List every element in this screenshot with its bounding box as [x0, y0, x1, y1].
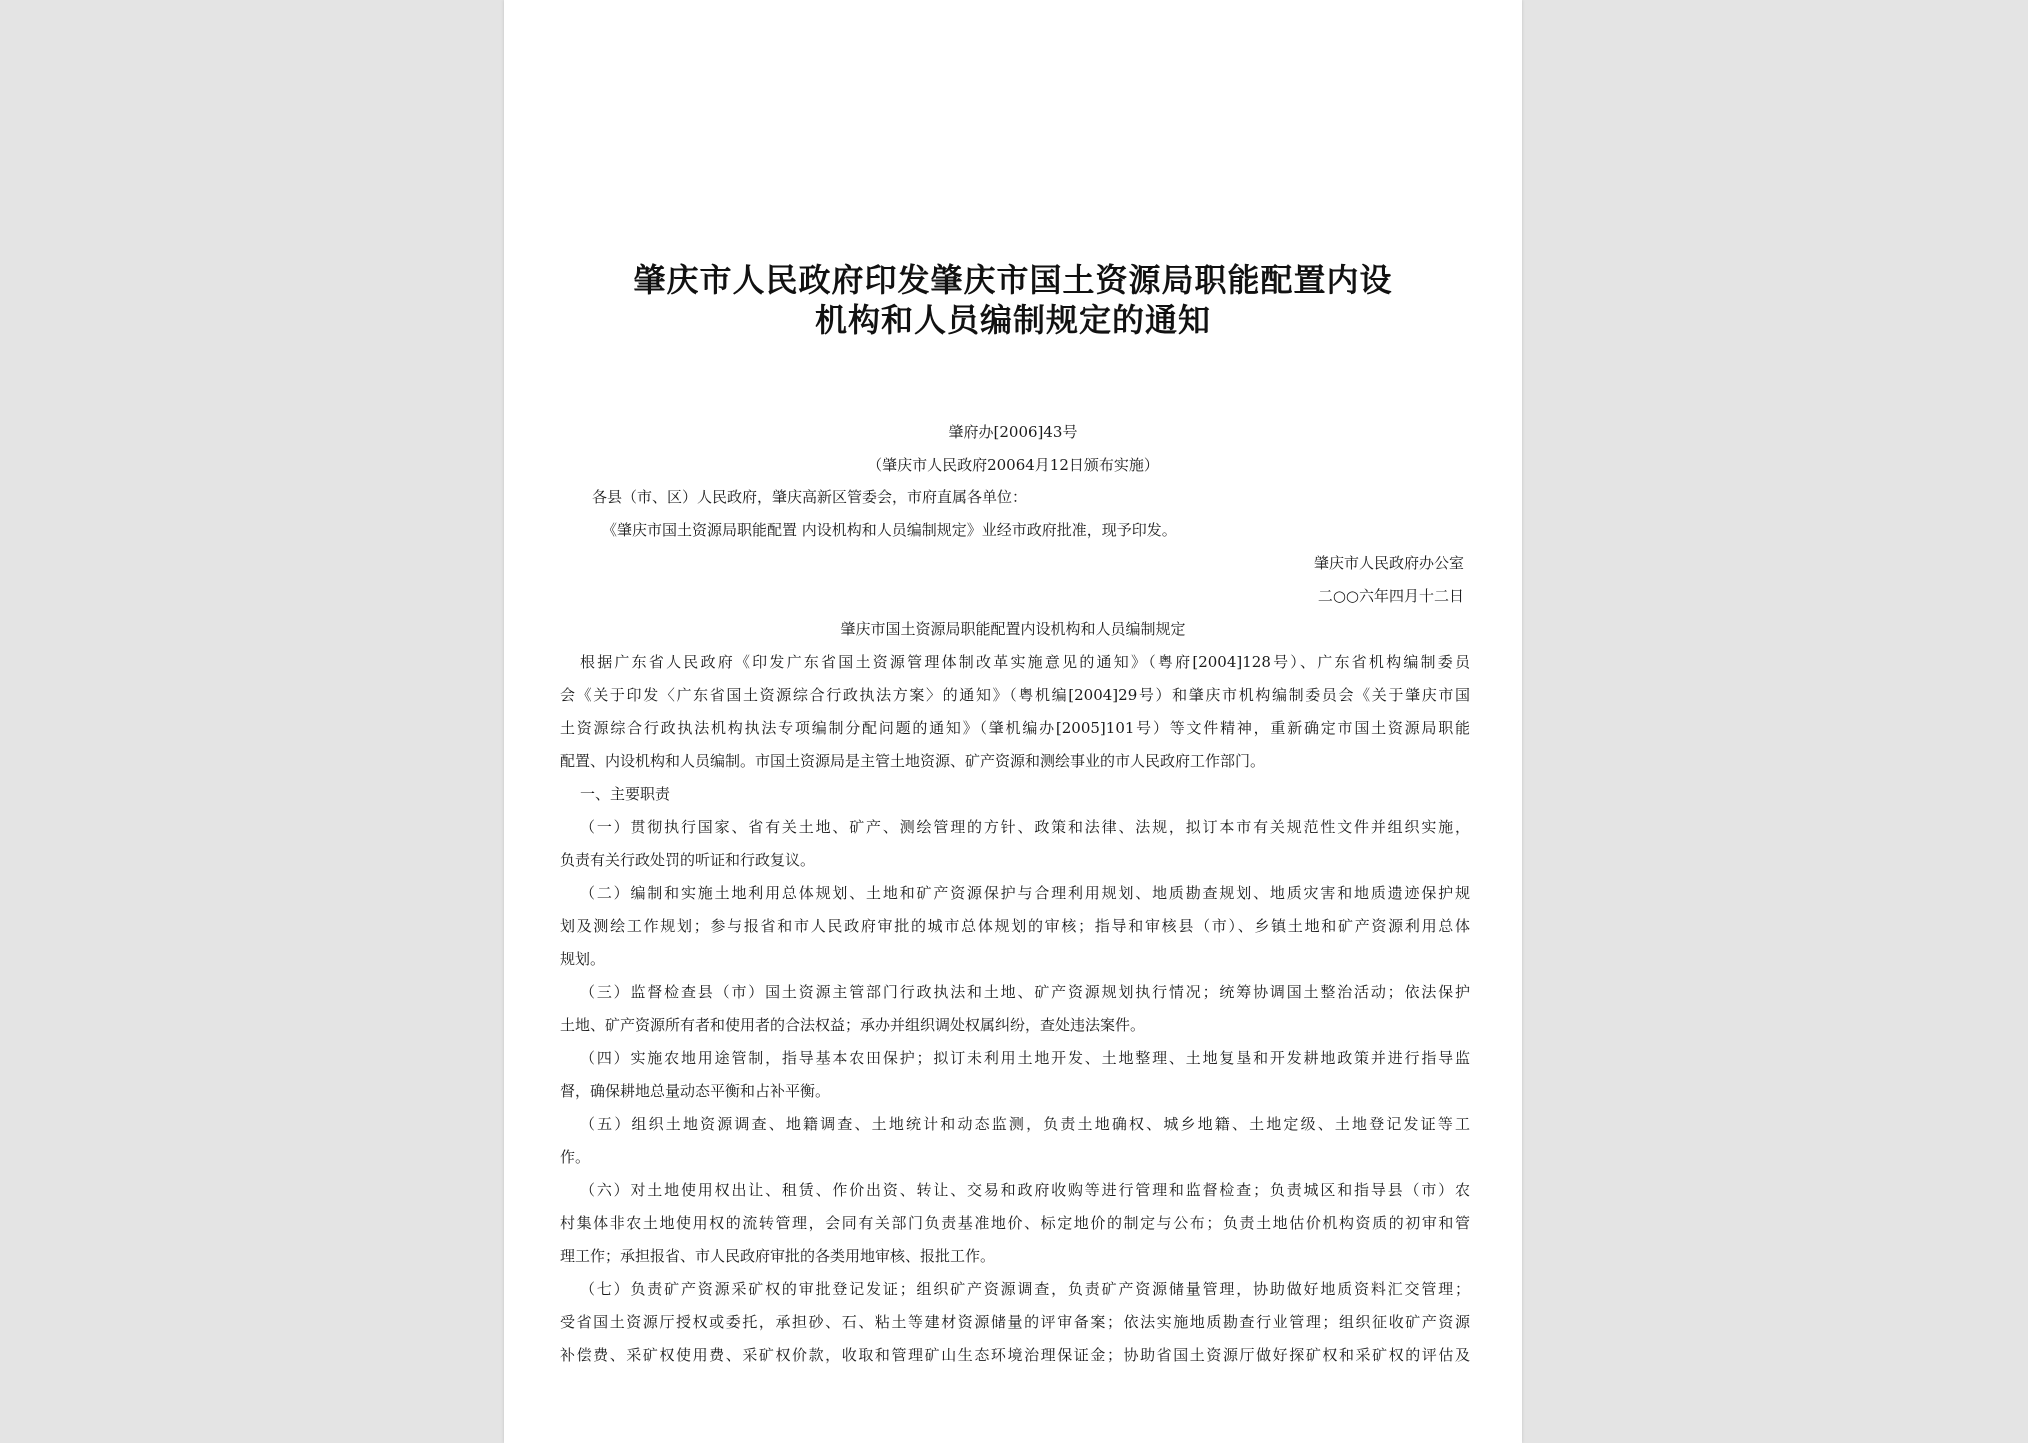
body-line: 村集体非农土地使用权的流转管理，会同有关部门负责基准地价、标定地价的制定与公布；负责土地估价机构资质的初审和管: [560, 1214, 1470, 1232]
body-line: （三）监督检查县（市）国土资源主管部门行政执法和土地、矿产资源规划执行情况；统筹协调国土整治活动；依法保护: [580, 983, 1470, 1001]
document-title: [504, 260, 1522, 340]
body-line: 受省国土资源厅授权或委托，承担砂、石、粘土等建材资源储量的评审备案；依法实施地质勘查行业管理；组织征收矿产资源: [560, 1313, 1470, 1331]
body-line: 配置、内设机构和人员编制。市国土资源局是主管土地资源、矿产资源和测绘事业的市人民政府工作部门。: [560, 752, 1266, 770]
body-line: （四）实施农地用途管制，指导基本农田保护；拟订未利用土地开发、土地整理、土地复垦和开发耕地政策并进行指导监: [580, 1049, 1470, 1067]
body-line: （六）对土地使用权出让、租赁、作价出资、转让、交易和政府收购等进行管理和监督检查；负责城区和指导县（市）农: [580, 1181, 1470, 1199]
section-heading: 一、主要职责: [580, 785, 671, 803]
addressee: 各县（市、区）人民政府，肇庆高新区管委会，市府直属各单位：: [592, 488, 1028, 506]
body-line: 理工作；承担报省、市人民政府审批的各类用地审核、报批工作。: [560, 1247, 996, 1265]
body-line: （二）编制和实施土地利用总体规划、土地和矿产资源保护与合理利用规划、地质勘查规划、地质灾害和地质遗迹保护规: [580, 884, 1470, 902]
body-line: 负责有关行政处罚的听证和行政复议。: [560, 851, 816, 869]
signature-office: 肇庆市人民政府办公室: [1313, 554, 1464, 572]
body-line: （五）组织土地资源调查、地籍调查、土地统计和动态监测，负责土地确权、城乡地籍、土地定级、土地登记发证等工: [580, 1115, 1470, 1133]
title-line-2: 机构和人员编制规定的通知: [814, 301, 1211, 339]
body-line: 补偿费、采矿权使用费、采矿权价款，收取和管理矿山生态环境治理保证金；协助省国土资源厅做好探矿权和采矿权的评估及: [560, 1346, 1470, 1364]
document-page: [504, 0, 1522, 1443]
body-line: 土地、矿产资源所有者和使用者的合法权益；承办并组织调处权属纠纷，查处违法案件。: [560, 1016, 1146, 1034]
title-line-1: 肇庆市人民政府印发肇庆市国土资源局职能配置内设: [633, 261, 1393, 299]
signature-date: 二○○六年四月十二日: [1317, 587, 1464, 605]
regulation-subtitle: 肇庆市国土资源局职能配置内设机构和人员编制规定: [840, 620, 1186, 638]
body-line: （一）贯彻执行国家、省有关土地、矿产、测绘管理的方针、政策和法律、法规，拟订本市有关规范性文件并组织实施，: [580, 818, 1470, 836]
body-intro: 《肇庆市国土资源局职能配置 内设机构和人员编制规定》业经市政府批准，现予印发。: [602, 521, 1177, 539]
body-line: 划及测绘工作规划；参与报省和市人民政府审批的城市总体规划的审核；指导和审核县（市）、乡镇土地和矿产资源利用总体: [560, 917, 1470, 935]
issue-note: （肇庆市人民政府20064月12日颁布实施）: [867, 456, 1159, 474]
body-line: 作。: [560, 1148, 591, 1166]
body-line: 会《关于印发〈广东省国土资源综合行政执法方案〉的通知》（粤机编[2004]29号）和肇庆市机构编制委员会《关于肇庆市国: [560, 686, 1470, 704]
body-line: （七）负责矿产资源采矿权的审批登记发证；组织矿产资源调查，负责矿产资源储量管理，协助做好地质资料汇交管理；: [580, 1280, 1470, 1298]
body-line: 督，确保耕地总量动态平衡和占补平衡。: [560, 1082, 831, 1100]
body-line: 根据广东省人民政府《印发广东省国土资源管理体制改革实施意见的通知》（粤府[2004]128号）、广东省机构编制委员: [580, 653, 1470, 671]
body-line: 规划。: [560, 950, 606, 968]
body-line: 土资源综合行政执法机构执法专项编制分配问题的通知》（肇机编办[2005]101号）等文件精神，重新确定市国土资源局职能: [560, 719, 1470, 737]
document-number: 肇府办[2006]43号: [948, 423, 1078, 441]
